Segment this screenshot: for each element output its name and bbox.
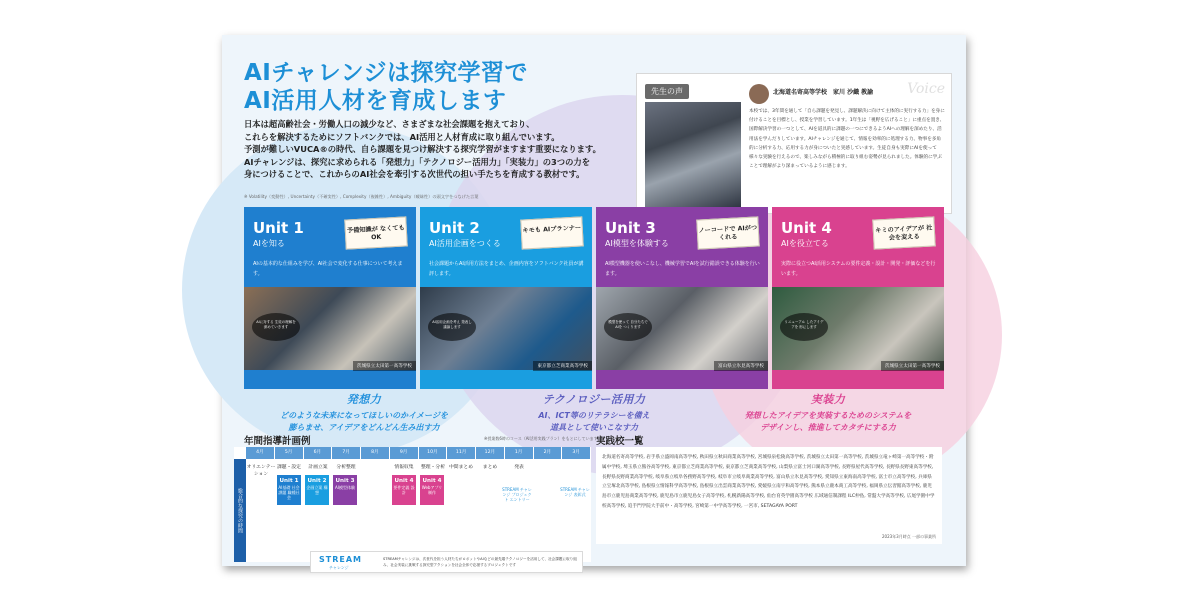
unit-card-2 — [420, 207, 592, 389]
skill-implementation — [708, 391, 948, 434]
plan-unit-name: Unit 2 — [307, 478, 327, 484]
plan-unit-label: AI基礎 社会課題 職種社会 — [278, 485, 300, 500]
month-cell: 9月 — [390, 447, 419, 459]
skill-title: 発想力 — [346, 393, 382, 406]
unit-name: Unit 2 — [429, 219, 480, 237]
plan-unit-name: Unit 1 — [279, 478, 299, 484]
stream-challenge-banner — [310, 551, 583, 573]
plan-step: 情報収集 — [394, 465, 414, 470]
intro-text — [244, 118, 634, 181]
teacher-voice-tag: 先生の声 — [645, 84, 689, 99]
plan-unit-name: Unit 3 — [335, 478, 355, 484]
intro-line: これらを解決するためにソフトバンクでは、AI活用と人材育成に取り組んでいます。 — [244, 131, 560, 142]
unit-description: AI模型機器を使いこなし、機械学習でAIを試行錯誤できる体験を行います。 — [605, 261, 760, 277]
unit-subtitle: AIを役立てる — [781, 239, 829, 248]
plan-months — [246, 447, 591, 459]
plan-step: 課題・設定 — [277, 465, 301, 470]
skill-description-line: 発想したアイデアを実装するためのシステムを — [744, 411, 912, 420]
month-cell: 11月 — [447, 447, 476, 459]
unit-photo-caption: リニューアル したアイデアを 形にします — [780, 313, 828, 341]
footnote: ※ Volatility（変動性）, Uncertainty（不確実性）, Complexity（複雑性）, Ambiguity（曖昧性）の頭文字をつなげた言葉 — [244, 194, 479, 199]
plan-unit-box — [333, 475, 357, 505]
skill-description-line: どのような未来になってほしいのかイメージを — [280, 411, 448, 420]
plan-step: 計画立案 — [308, 465, 328, 470]
month-cell: 6月 — [304, 447, 333, 459]
stream-description: STREAMチャレンジは、次世代を担う人材たちがロボットやAIなどの最先端テクノロジーを活用して、社会課題に取り組み、社会実装に挑戦する探究型アクションを社会全体で応援するプロジェクトです — [383, 557, 577, 567]
plan-unit-label: AI模型体験 — [335, 485, 355, 490]
annual-plan-table — [234, 447, 591, 570]
plan-title: 年間指導計画例 — [244, 436, 311, 447]
unit-subtitle: AI活用企画をつくる — [429, 239, 501, 248]
stream-logo: STREAM — [319, 555, 362, 564]
plan-step: 中間まとめ — [449, 465, 473, 470]
unit-sticker: 予備知識が なくてもOK — [344, 216, 407, 249]
plan-unit-label: 要件定義 設計 — [393, 485, 415, 495]
month-cell: 10月 — [419, 447, 448, 459]
title-line-1: AIチャレンジは探究学習で — [244, 60, 529, 86]
plan-unit-box — [392, 475, 416, 505]
unit-card-4 — [772, 207, 944, 389]
plan-step: オリエンテーション — [246, 465, 276, 477]
unit-sticker: キモも AIプランナー — [520, 216, 583, 249]
schools-date: 2023年3月時点 一部の事業所 — [882, 534, 936, 540]
plan-unit-box — [305, 475, 329, 505]
plan-unit-label: 企画立案 構想 — [306, 485, 328, 495]
skill-description — [484, 410, 704, 434]
classroom-photo — [645, 102, 741, 208]
unit-school-label: 富山県立氷見高等学校 — [714, 361, 768, 371]
unit-sticker: キミのアイデアが 社会を変える — [872, 216, 935, 249]
skill-description-line: 膨らませ、アイデアをどんどん生み出す力 — [288, 423, 440, 432]
schools-title: 実践校一覧 — [596, 436, 644, 447]
plan-unit-name: Unit 4 — [394, 478, 414, 484]
skill-technology — [484, 391, 704, 434]
plan-unit-box — [277, 475, 301, 505]
teacher-avatar — [749, 84, 769, 104]
title-line-2: AI活用人材を育成します — [244, 88, 507, 114]
month-cell: 8月 — [361, 447, 390, 459]
unit-school-label: 東京都立芝商業高等学校 — [533, 361, 592, 371]
plan-step: 分析整理 — [336, 465, 356, 470]
unit-sticker: ノーコードで AIがつくれる — [696, 216, 759, 249]
intro-line: AIチャレンジは、探究に求められる「発想力」「テクノロジー活用力」「実装力」の3つの力を — [244, 156, 590, 167]
unit-card-3 — [596, 207, 768, 389]
skill-title: テクノロジー活用力 — [542, 393, 646, 406]
unit-school-label: 茨城県立太田第一高等学校 — [353, 361, 416, 371]
unit-description: 社会課題からAI活用方法をまとめ、企画内容をソフトバンク社員が講評します。 — [429, 261, 584, 277]
intro-line: 日本は超高齢社会・労働人口の減少など、さまざまな社会課題を抱えており、 — [244, 119, 535, 129]
month-cell: 2月 — [534, 447, 563, 459]
month-cell: 7月 — [332, 447, 361, 459]
brochure-page — [222, 35, 966, 570]
month-cell: 3月 — [562, 447, 591, 459]
skill-description — [708, 410, 948, 434]
intro-line: 身につけることで、これからのAI社会を牽引する次世代の担い手たちを育成する教材です。 — [244, 169, 585, 180]
unit-photo-caption: AIに対する 生徒の理解を 深めていきます — [252, 313, 300, 341]
skill-description — [244, 410, 484, 434]
skill-description-line: AI、ICT等のリテラシーを備え — [538, 411, 650, 420]
skill-description-line: 道具として使いこなす力 — [550, 423, 638, 432]
stream-entry-badge: STREAM チャレンジ プロジェクト エントリー — [502, 487, 532, 502]
unit-description: AIの基本的な仕組みを学び、AI社会で変化する仕事について考えます。 — [253, 261, 403, 277]
unit-card-1 — [244, 207, 416, 389]
plan-unit-name: Unit 4 — [422, 478, 442, 484]
month-cell: 5月 — [275, 447, 304, 459]
unit-subtitle: AIを知る — [253, 239, 285, 248]
unit-subtitle: AI模型を体験する — [605, 239, 669, 248]
plan-step: 発表 — [514, 465, 524, 470]
units-row — [244, 207, 944, 389]
unit-name: Unit 4 — [781, 219, 832, 237]
month-cell: 1月 — [505, 447, 534, 459]
stream-logo-sub: チャレンジ — [329, 565, 349, 570]
schools-text: 北海道名寄高等学校, 岩手県立盛岡南高等学校, 秋田県立秋田商業高等学校, 宮城県泉松陵高等学校, 茨城県立太田第一高等学校, 茨城県立竜ヶ崎第一高等学校・附属中学校, 埼玉県立熊谷高等学校, 東京都立芝商業高等学校, 東京都立芝商業高等学校, 山梨県立富士河口湖高等学校, 長野県屋代高等学校, 長野県長野東高等学校, 長野県長野商業高等学校, 岐阜県立岐阜各務野高等学校, 岐阜市立岐阜商業高等学校, 富山県立氷見高等学校, 愛知県立東海南高等学校, 富士市立高等学校, 兵庫県立宝塚北高等学校, 島根県立情報科学高等学校, 島根県立出雲商業高等学校, 愛媛県立南宇和高等学校, 熊本県立鹿本商工高等学校, 福岡県立伝習館高等学校, 鹿児島市立鹿児島商業高等学校, 鹿児島市立鹿児島女子高等学校, 札幌新陽高等学校, 仙台育英学園高等学校 広域通信制課程 ILC仲島, 常盤大学高等学校, 広尾学園中学校高等学校, 追手門学院大手前中・高等学校, 宮崎第一中学高等学校, 一宮市, SETAGAYA PORT — [602, 455, 935, 509]
teacher-voice-box — [636, 73, 952, 214]
teacher-comment: 本校では、3年間を通して「自ら課題を発見し、課題解決に向けて主体的に実行する力」を身に付けることを目標とし、授業を学習しています。1年生は「視野を広げること」に重点を置き、国際解決学習の一つとして、AIを道具的に課題の一つにできるようAIへの理解を深めたり、活用法を学んだりしています。AIチャレンジを通じて、情報を効率的に処理する力、物事を多角的に分析する力、応用する力が身についたと実感しています。生徒自身も実際にAIを使って様々な実験を行えるので、楽しみながら積極的に取り組む姿勢が見られました。体験的に学ぶことで理解がより深まっているように感じます。 — [749, 109, 945, 170]
plan-step: 整理・分析 — [421, 465, 445, 470]
skill-description-line: デザインし、推進してカタチにする力 — [760, 423, 896, 432]
plan-step: まとめ — [482, 465, 498, 470]
plan-unit-label: Webアプリ 制作 — [421, 485, 443, 495]
unit-name: Unit 3 — [605, 219, 656, 237]
month-cell: 12月 — [476, 447, 505, 459]
unit-photo-caption: 模型を使って 自分たちでAIを つくります — [604, 313, 652, 341]
plan-unit-box — [420, 475, 444, 505]
intro-line: 予測が難しいVUCA®の時代、自ら課題を見つけ解決する探究学習がますます重要になります。 — [244, 144, 601, 155]
schools-list — [596, 447, 942, 544]
unit-description: 実際に役立つAI活用システムの要件定義・設計・開発・評価などを行います。 — [781, 261, 936, 277]
page-title — [244, 59, 528, 115]
unit-name: Unit 1 — [253, 219, 304, 237]
month-cell: 4月 — [246, 447, 275, 459]
teacher-name: 北海道名寄高等学校 家川 沙織 教諭 — [773, 89, 874, 96]
unit-school-label: 茨城県立太田第一高等学校 — [881, 361, 944, 371]
unit-photo-caption: AI活用企画を考え 発表し議論します — [428, 313, 476, 341]
skill-ideation — [244, 391, 484, 434]
skill-title: 実装力 — [810, 393, 846, 406]
voice-deco-text: Voice — [907, 81, 945, 97]
plan-note: ※授業数6時のコース（AI活用実践プラン）をもとにしています — [484, 436, 598, 441]
stream-award-badge: STREAM チャレンジ 表彰式 — [560, 487, 590, 497]
plan-side-label: 総合的な探究の時間 — [234, 459, 246, 562]
